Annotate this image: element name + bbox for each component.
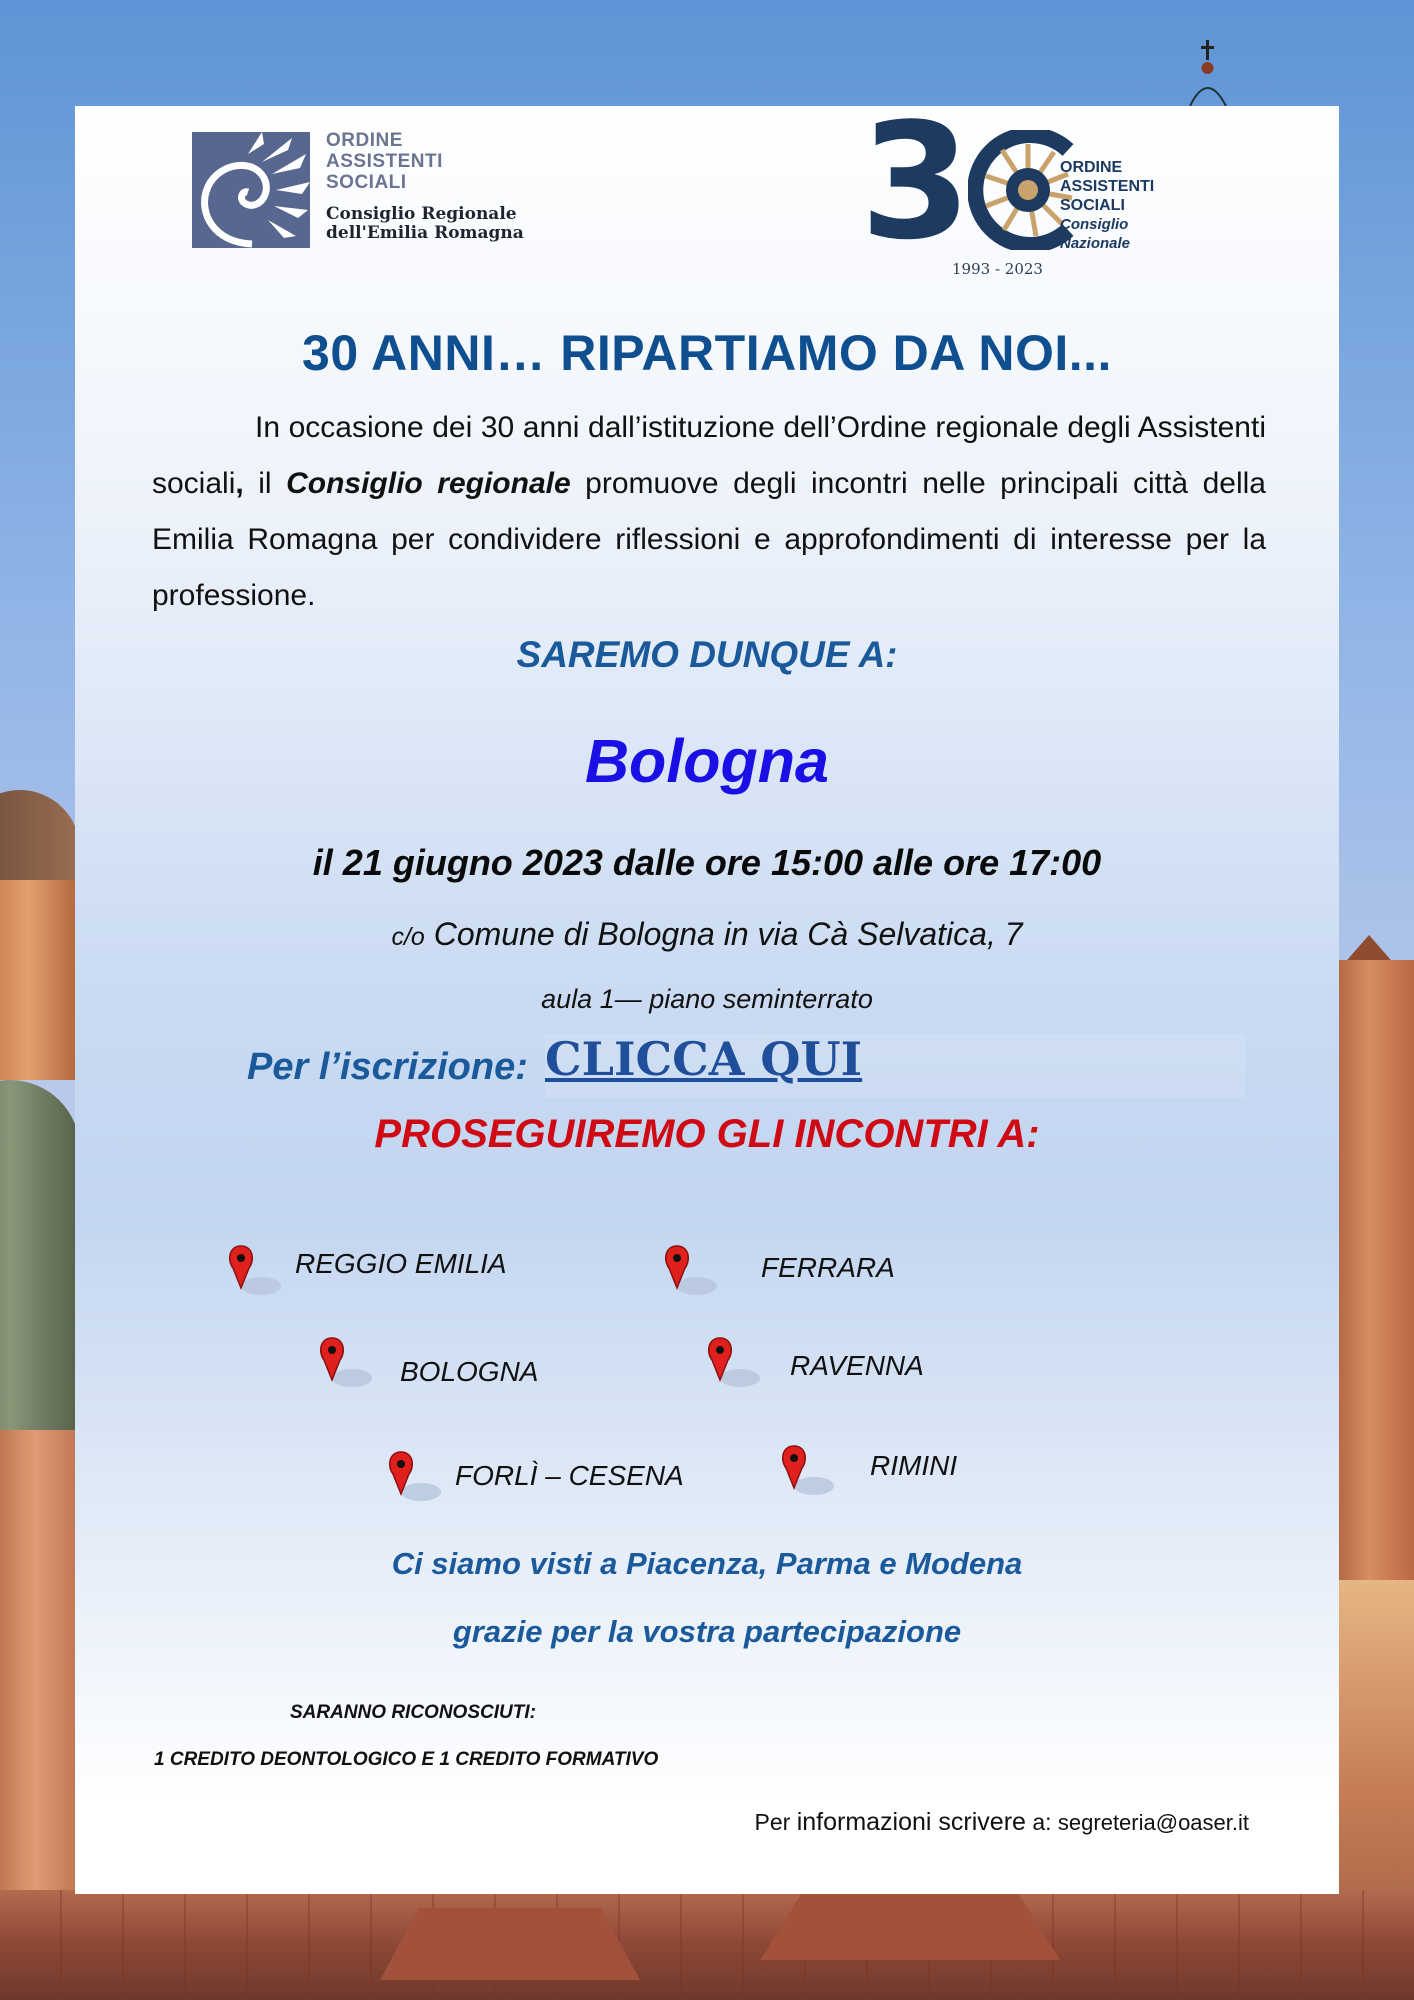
registration-label: Per l’iscrizione: (247, 1046, 528, 1088)
map-pin-icon (225, 1242, 285, 1302)
logo-right-line1: ORDINE (1060, 159, 1123, 176)
map-pin-icon (661, 1242, 721, 1302)
logo-right-sub: Consiglio Nazionale (1060, 216, 1131, 252)
event-room: aula 1— piano seminterrato (541, 984, 873, 1014)
intro-part3: promuove degli incontri nelle principali città della Emilia Romagna per condividere riflessioni e approfondimenti di interesse per la professione. (152, 467, 1266, 612)
location-label: FERRARA (761, 1252, 895, 1283)
past-meetings-text: Ci siamo visti a Piacenza, Parma e Modena (391, 1546, 1023, 1581)
location-label: RAVENNA (790, 1350, 924, 1381)
event-date: il 21 giugno 2023 dalle ore 15:00 alle ore 17:00 (312, 842, 1102, 883)
location-label: RIMINI (870, 1450, 958, 1481)
logo-left-line3: SOCIALI (326, 172, 407, 193)
contact-info (755, 1808, 1250, 1837)
map-pin-icon (778, 1442, 838, 1502)
registration-link[interactable]: CLICCA QUI (545, 1032, 863, 1086)
logo-left-line1: ORDINE (326, 130, 403, 151)
info-part1: Per (754, 1809, 797, 1835)
map-pin-icon (316, 1334, 376, 1394)
logo-years: 1993 - 2023 (952, 260, 1043, 278)
flyer-panel (75, 88, 1339, 1894)
map-pin-icon (704, 1334, 764, 1394)
logo-regional-council (192, 132, 552, 252)
rooftops-decoration (0, 1890, 1414, 2000)
intro-part1: In occasione dei 30 anni dall’istituzione dell’Ordine regionale degli Assistenti sociali (152, 411, 1266, 500)
map-pin-icon (385, 1448, 445, 1508)
next-meetings-heading: PROSEGUIREMO GLI INCONTRI A: (374, 1112, 1040, 1156)
address-prefix: c/o (391, 923, 425, 951)
location-label: REGGIO EMILIA (295, 1248, 507, 1279)
church-drum-decoration (0, 880, 75, 1080)
logo-left-sub2: dell'Emilia Romagna (326, 223, 524, 243)
flyer-title: 30 ANNI… RIPARTIAMO DA NOI... (302, 325, 1112, 381)
logo-30-number: 3 (860, 88, 964, 275)
shell-logo-icon (192, 132, 310, 248)
intro-comma: , (235, 467, 244, 500)
logo-right-line3: SOCIALI (1060, 197, 1125, 214)
contact-email[interactable]: segreteria@oaser.it (1057, 1810, 1249, 1835)
location-label: FORLÌ – CESENA (455, 1460, 684, 1491)
credits-heading: SARANNO RICONOSCIUTI: (290, 1702, 536, 1723)
spire-icon (1188, 40, 1228, 106)
logo-left-line2: ASSISTENTI (326, 151, 443, 172)
green-cupola-decoration (0, 1080, 80, 1440)
address-text: Comune di Bologna in via Cà Selvatica, 7 (424, 916, 1023, 952)
location-label: BOLOGNA (400, 1356, 539, 1387)
intro-bold: Consiglio regionale (286, 467, 571, 500)
info-part2: informazioni scrivere (796, 1808, 1026, 1836)
logo-left-sub1: Consiglio Regionale (326, 204, 517, 224)
saremo-heading: SAREMO DUNQUE A: (516, 634, 898, 675)
event-city: Bologna (585, 727, 829, 795)
info-part3: a: (1025, 1809, 1058, 1835)
credits-text: 1 CREDITO DEONTOLOGICO E 1 CREDITO FORMATIVO (154, 1749, 659, 1770)
event-address (75, 916, 1339, 953)
logo-right-line2: ASSISTENTI (1060, 178, 1155, 195)
intro-paragraph (152, 400, 1266, 624)
thanks-text: grazie per la vostra partecipazione (452, 1614, 962, 1649)
intro-part2: il (243, 467, 287, 500)
logo-national-council-30 (860, 88, 1200, 280)
